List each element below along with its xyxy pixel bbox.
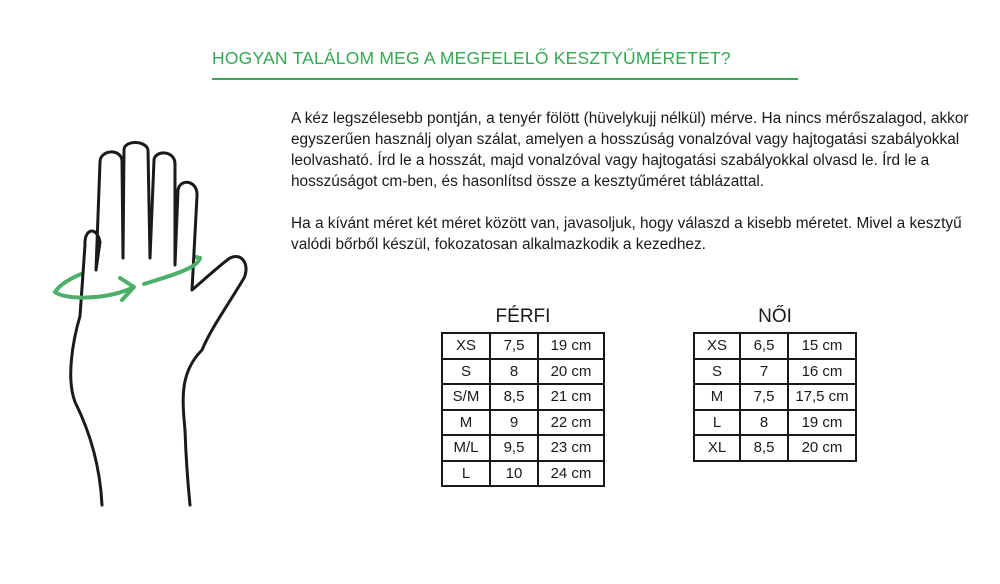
cm-cell: 20 cm (788, 435, 856, 461)
cm-cell: 24 cm (538, 461, 604, 487)
men-size-table (441, 332, 605, 487)
hand-measure-icon (40, 140, 260, 510)
men-table-title: FÉRFI (495, 306, 551, 327)
size-cell: M/L (442, 435, 490, 461)
instructions-paragraph-2: Ha a kívánt méret két méret között van, javasoljuk, hogy válaszd a kisebb méretet. Mivel a kesztyű valódi bőrből készül, fokozatosan alkalmazkodik a kezedhez. (291, 215, 962, 253)
size-cell: L (442, 461, 490, 487)
number-cell: 7,5 (740, 384, 788, 410)
size-cell: M (694, 384, 740, 410)
table-row (442, 410, 604, 436)
size-cell: S/M (442, 384, 490, 410)
size-cell: S (694, 359, 740, 385)
size-cell: XS (442, 333, 490, 359)
cm-cell: 22 cm (538, 410, 604, 436)
size-cell: S (442, 359, 490, 385)
women-size-chart (693, 305, 857, 462)
title-underline (212, 78, 798, 80)
number-cell: 9 (490, 410, 538, 436)
women-table-title: NŐI (758, 306, 792, 327)
size-cell: M (442, 410, 490, 436)
men-size-chart (441, 305, 605, 487)
table-row (442, 435, 604, 461)
cm-cell: 23 cm (538, 435, 604, 461)
table-row (442, 461, 604, 487)
cm-cell: 21 cm (538, 384, 604, 410)
number-cell: 8,5 (490, 384, 538, 410)
hand-outline (71, 143, 246, 506)
table-row (694, 410, 856, 436)
table-row (442, 359, 604, 385)
number-cell: 9,5 (490, 435, 538, 461)
number-cell: 8 (740, 410, 788, 436)
table-row (442, 333, 604, 359)
number-cell: 10 (490, 461, 538, 487)
number-cell: 7 (740, 359, 788, 385)
instructions-paragraph-1: A kéz legszélesebb pontján, a tenyér fölött (hüvelykujj nélkül) mérve. Ha nincs mérőszalagod, akkor egyszerűen használj olyan szálat, amelyen a hosszúság vonalzóval vagy hajtogatási szabályokkal leolvasható. Írd le a hosszát, majd vonalzóval vagy hajtogatási szabályokkal olvasd le. Írd le a hosszúságot cm-ben, és hasonlítsd össze a kesztyűméret táblázattal. (291, 110, 969, 190)
cm-cell: 17,5 cm (788, 384, 856, 410)
table-row (694, 359, 856, 385)
number-cell: 6,5 (740, 333, 788, 359)
number-cell: 8,5 (740, 435, 788, 461)
page-title: HOGYAN TALÁLOM MEG A MEGFELELŐ KESZTYŰMÉRETET? (212, 48, 731, 68)
number-cell: 7,5 (490, 333, 538, 359)
size-cell: XS (694, 333, 740, 359)
table-row (694, 435, 856, 461)
table-row (694, 384, 856, 410)
hand-measure-illustration (40, 140, 260, 510)
women-size-table (693, 332, 857, 462)
cm-cell: 16 cm (788, 359, 856, 385)
number-cell: 8 (490, 359, 538, 385)
cm-cell: 15 cm (788, 333, 856, 359)
table-row (442, 384, 604, 410)
instructions (291, 108, 981, 255)
table-row (694, 333, 856, 359)
cm-cell: 19 cm (788, 410, 856, 436)
cm-cell: 20 cm (538, 359, 604, 385)
cm-cell: 19 cm (538, 333, 604, 359)
size-cell: L (694, 410, 740, 436)
size-cell: XL (694, 435, 740, 461)
